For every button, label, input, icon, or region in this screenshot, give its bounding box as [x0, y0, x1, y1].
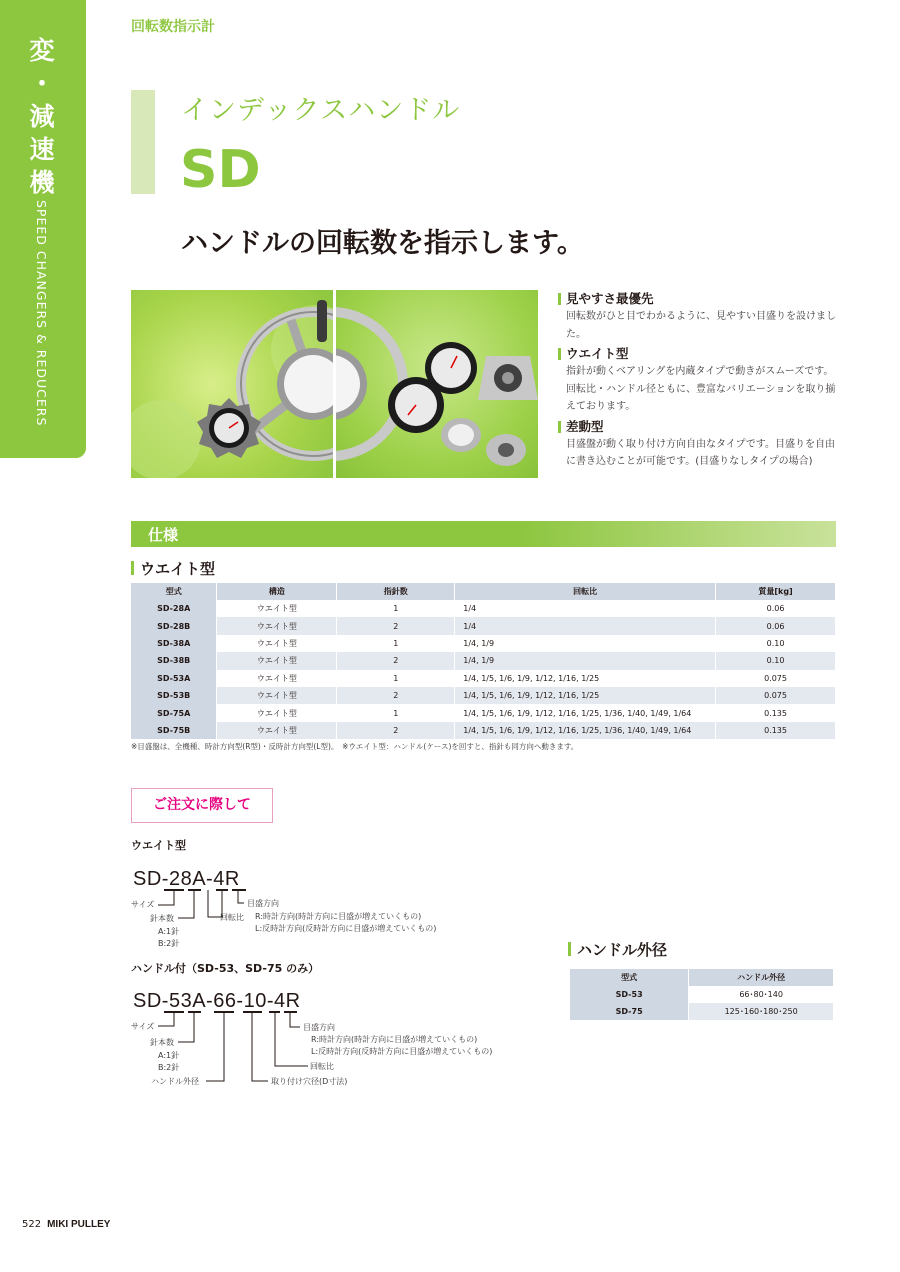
label-direction: 目盛方向	[247, 899, 279, 908]
page-footer	[22, 1219, 110, 1230]
spec-note: ※目盛盤は、全機種、時計方向型(R型)・反時計方向型(L型)。 ※ウエイト型：ハンドル(ケース)を回すと、指針も同方向へ動きます。	[131, 742, 579, 751]
product-title: インデックスハンドル	[181, 95, 461, 126]
header-handle-diameter: ハンドル外径	[689, 969, 834, 986]
sidebar-title: 変 ・ 減 速 機	[29, 36, 55, 197]
header-needles: 指針数	[337, 583, 455, 600]
header-model: 型式	[570, 969, 689, 986]
table-row: SD-75B ウエイト型 2 1/4, 1/5, 1/6, 1/9, 1/12, 1/16, 1/25, 1/36, 1/40, 1/49, 1/64 0.135	[131, 722, 836, 739]
order-code-handle: SD-53A-66-10-4R	[133, 990, 301, 1012]
order-weight-label: ウエイト型	[131, 839, 186, 852]
sidebar-subtitle: SPEED CHANGERS & REDUCERS	[34, 200, 49, 427]
label-direction-l: L:反時計方向(反時計方向に目盛が増えていくもの)	[311, 1047, 493, 1056]
page-number: 522	[22, 1219, 42, 1230]
label-ratio: 回転比	[310, 1062, 334, 1071]
feature-text: 回転数がひと目でわかるように、見やすい目盛りを設けました。	[566, 311, 836, 340]
label-needles-a: A:1針	[158, 927, 180, 936]
table-row: SD-75 125･160･180･250	[570, 1003, 834, 1020]
feature-text: 目盛盤が動く取り付け方向自由なタイプです。目盛りを自由に書き込むことが可能です。(目盛りなしタイプの場合)	[566, 438, 835, 467]
header-mass: 質量[kg]	[716, 583, 836, 600]
spec-subheading: ウエイト型	[131, 558, 215, 579]
label-size: サイズ	[131, 900, 155, 909]
label-needles-b: B:2針	[158, 1063, 180, 1072]
handle-diameter-table	[570, 969, 834, 1020]
spec-section-label: 仕様	[148, 526, 179, 544]
handle-diameter-heading: ハンドル外径	[568, 939, 667, 960]
table-row: SD-28A ウエイト型 1 1/4 0.06	[131, 600, 836, 617]
model-name: SD	[180, 140, 261, 200]
table-row: SD-38B ウエイト型 2 1/4, 1/9 0.10	[131, 652, 836, 669]
order-code-weight: SD-28A-4R	[133, 868, 240, 890]
table-row: SD-53B ウエイト型 2 1/4, 1/5, 1/6, 1/9, 1/12, 1/16, 1/25 0.075	[131, 687, 836, 704]
label-needles-b: B:2針	[158, 939, 180, 948]
label-needles: 針本数	[150, 914, 174, 923]
label-ratio: 回転比	[220, 913, 244, 922]
feature-title: ウエイト型	[558, 345, 838, 363]
table-row: SD-53A ウエイト型 1 1/4, 1/5, 1/6, 1/9, 1/12, 1/16, 1/25 0.075	[131, 670, 836, 687]
label-direction-r: R:時計方向(時計方向に目盛が増えていくもの)	[255, 912, 422, 921]
header-structure: 構造	[217, 583, 337, 600]
headline: ハンドルの回転数を指示します。	[181, 228, 584, 259]
table-row: SD-28B ウエイト型 2 1/4 0.06	[131, 617, 836, 634]
label-direction: 目盛方向	[303, 1023, 335, 1032]
feature-title: 見やすさ最優先	[558, 290, 838, 308]
order-handle-label: ハンドル付（SD-53、SD-75 のみ）	[131, 962, 320, 975]
table-row: SD-38A ウエイト型 1 1/4, 1/9 0.10	[131, 635, 836, 652]
label-needles: 針本数	[150, 1038, 174, 1047]
table-row: SD-75A ウエイト型 1 1/4, 1/5, 1/6, 1/9, 1/12, 1/16, 1/25, 1/36, 1/40, 1/49, 1/64 0.135	[131, 704, 836, 721]
header-model: 型式	[131, 583, 217, 600]
table-row: SD-53 66･80･140	[570, 986, 834, 1003]
label-size: サイズ	[131, 1022, 155, 1031]
brand-logo-text: MIKI PULLEY	[47, 1219, 111, 1230]
feature-title: 差動型	[558, 418, 838, 436]
category-label: 回転数指示計	[131, 19, 215, 35]
label-direction-r: R:時計方向(時計方向に目盛が増えていくもの)	[311, 1035, 478, 1044]
label-needles-a: A:1針	[158, 1051, 180, 1060]
label-direction-l: L:反時計方向(反時計方向に目盛が増えていくもの)	[255, 924, 437, 933]
feature-text: 指針が動くベアリングを内蔵タイプで動きがスムーズです。回転比・ハンドル径ともに、豊富なバリエーションを取り揃えております。	[566, 366, 836, 412]
header-ratio: 回転比	[455, 583, 716, 600]
handle-table-header	[570, 969, 834, 986]
label-handle-diameter: ハンドル外径	[151, 1077, 199, 1086]
label-bore: 取り付け穴径(D寸法)	[271, 1077, 348, 1086]
order-info-box: ご注文に際して	[131, 788, 273, 823]
